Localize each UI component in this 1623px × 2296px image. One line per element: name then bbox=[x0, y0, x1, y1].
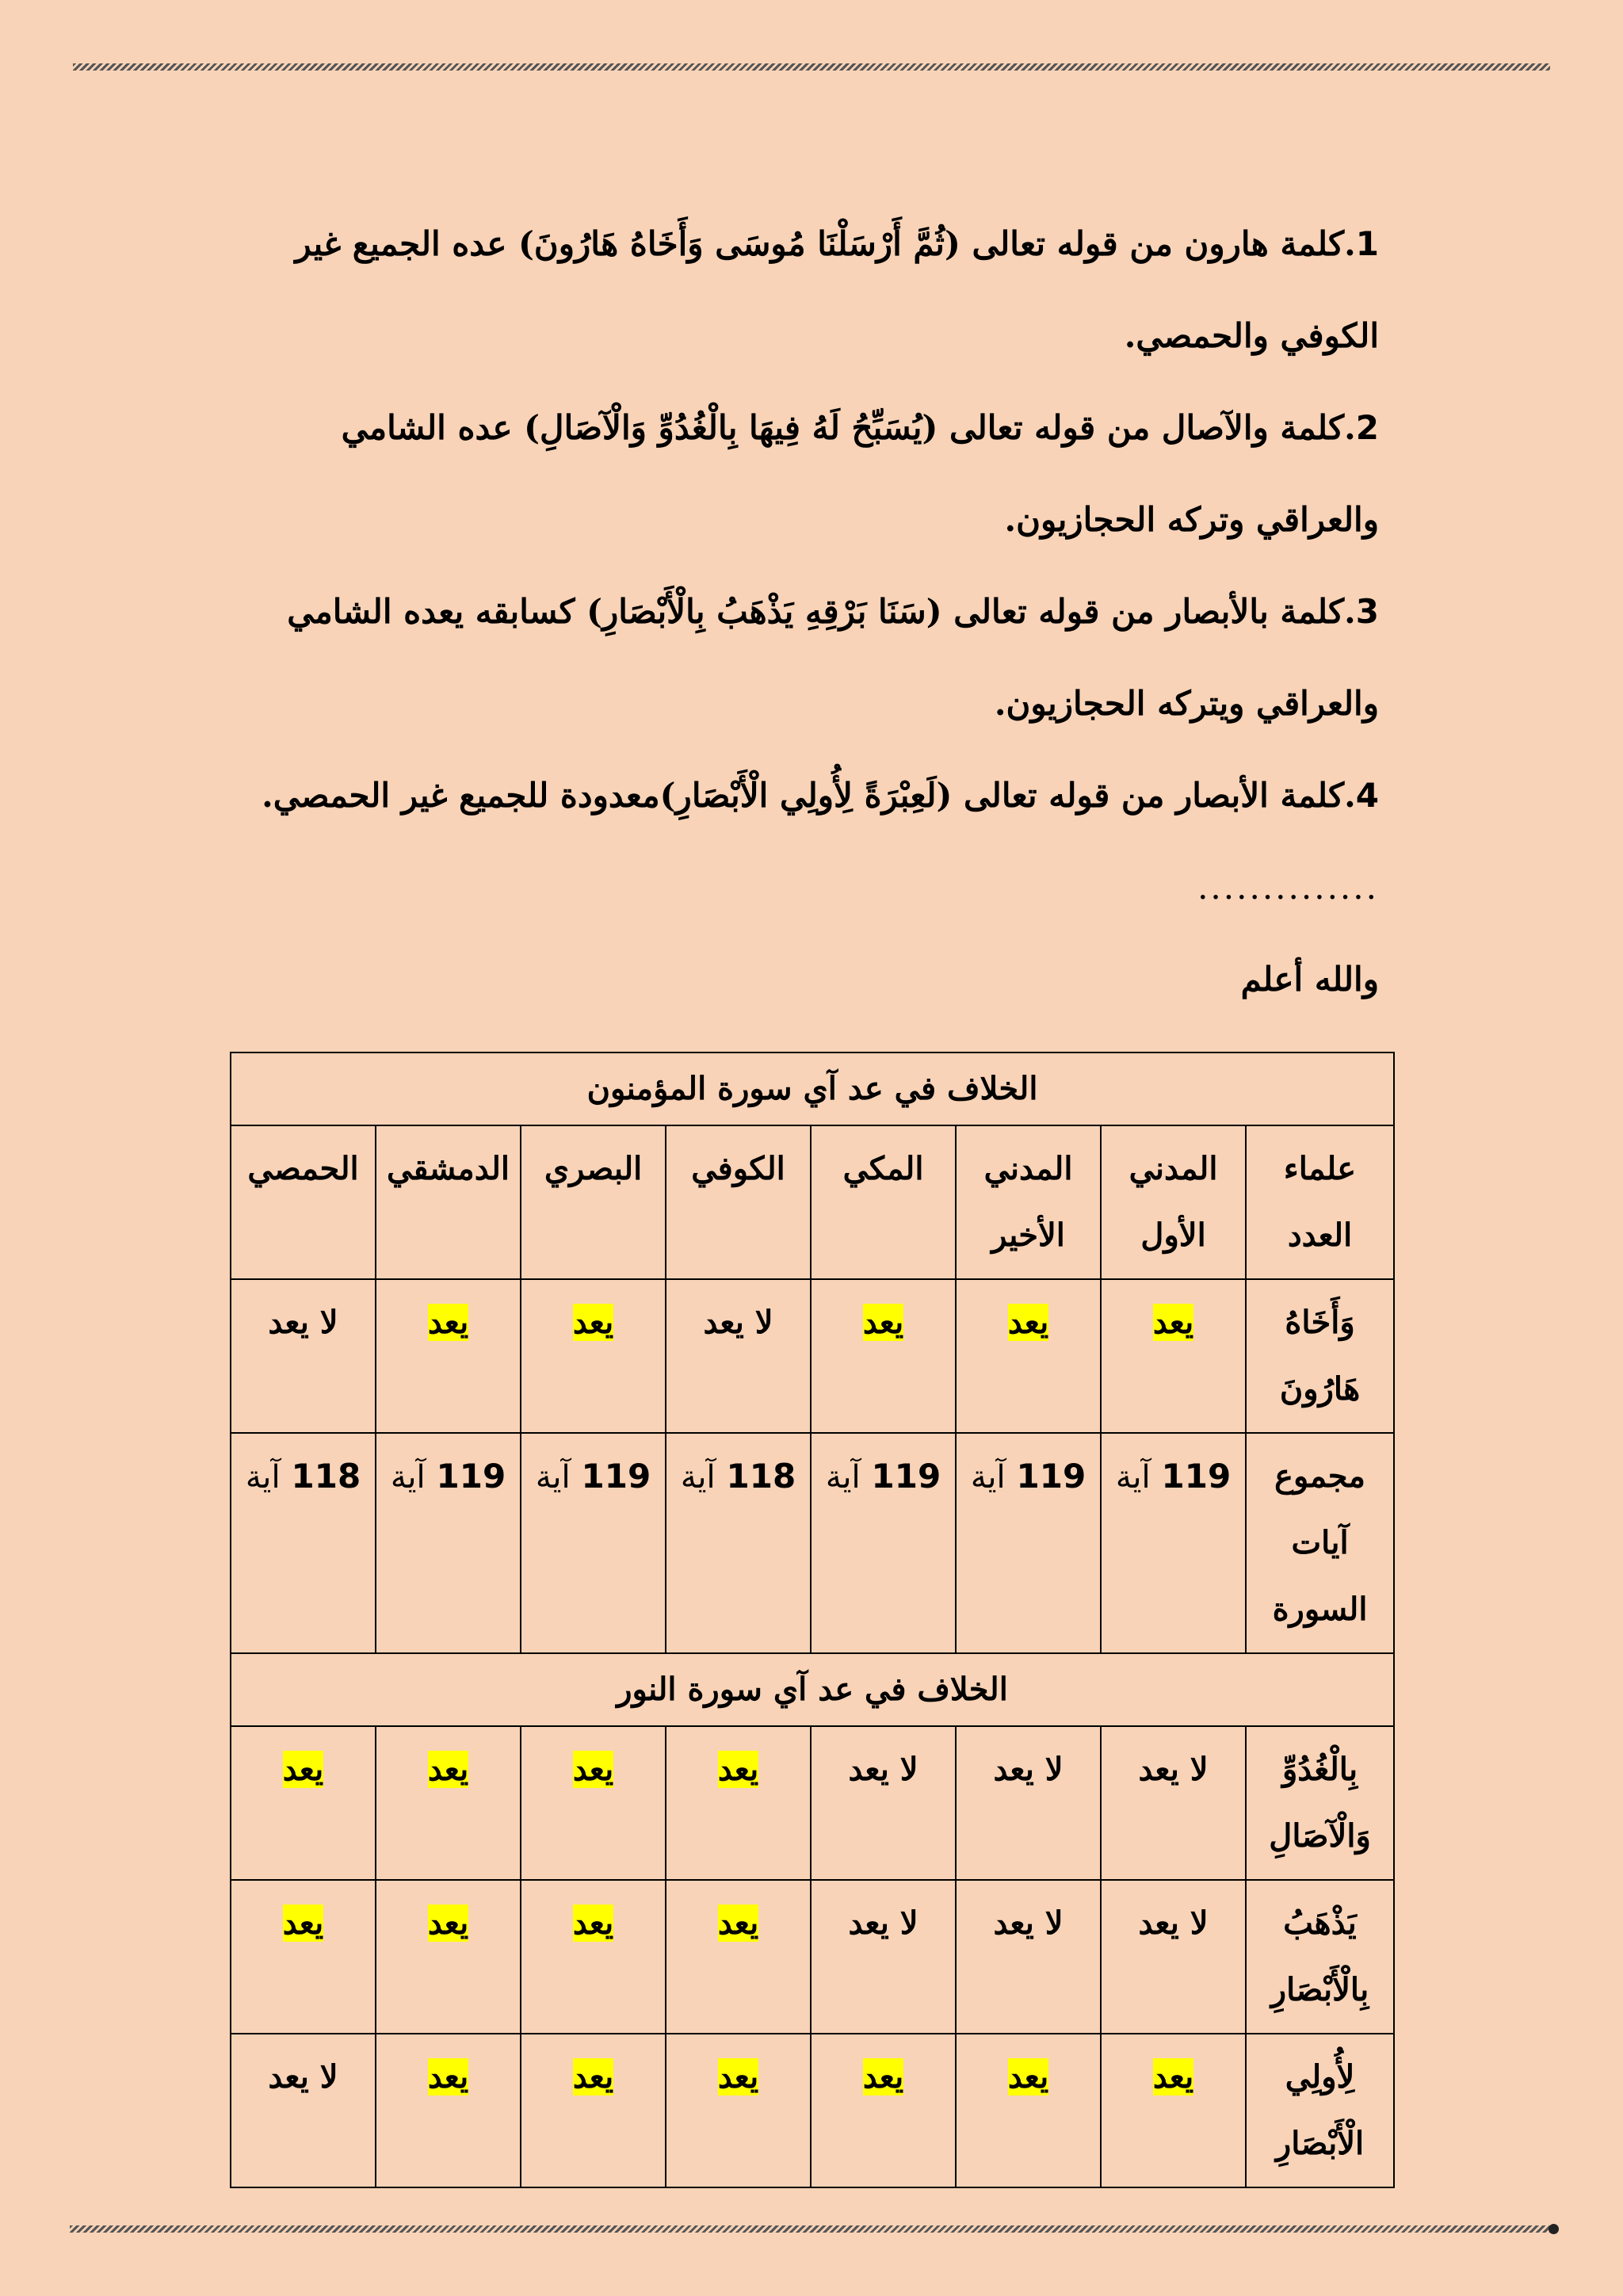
counted-cell bbox=[231, 1880, 376, 2034]
total-number: 119 bbox=[1016, 1457, 1086, 1496]
not-counted-cell bbox=[811, 1880, 956, 2034]
paragraph-1 bbox=[238, 198, 1379, 382]
header-cell: المكي bbox=[811, 1125, 956, 1279]
counted-status: يعد bbox=[1152, 1304, 1194, 1341]
header-cell: البصري bbox=[521, 1125, 666, 1279]
document-body bbox=[238, 198, 1379, 1026]
table-title-row bbox=[231, 1052, 1394, 1125]
row-label-cell: بِالْغُدُوِّ وَالْآصَالِ bbox=[1246, 1726, 1394, 1880]
total-unit: آية bbox=[245, 1459, 281, 1496]
ellipsis-dots: .............. bbox=[1197, 868, 1379, 907]
not-counted-cell bbox=[1101, 1726, 1246, 1880]
total-number: 119 bbox=[436, 1457, 506, 1496]
paragraph-3 bbox=[238, 566, 1379, 750]
total-unit: آية bbox=[390, 1459, 426, 1496]
counted-cell bbox=[666, 2034, 811, 2187]
total-unit: آية bbox=[680, 1459, 716, 1496]
table-row bbox=[231, 1279, 1394, 1433]
table-row bbox=[231, 2034, 1394, 2187]
header-cell: المدني الأول bbox=[1101, 1125, 1246, 1279]
counted-cell bbox=[231, 1726, 376, 1880]
not-counted-cell bbox=[1101, 1880, 1246, 2034]
not-counted-status: لا يعد bbox=[993, 1751, 1064, 1788]
counted-cell bbox=[376, 2034, 521, 2187]
paragraph-text: .كلمة بالأبصار من قوله تعالى (سَنَا بَرْقِهِ يَذْهَبُ بِالْأَبْصَارِ) كسابقه يعده الشامي والعراقي ويتركه الحجازيون. bbox=[287, 592, 1379, 723]
table-body bbox=[231, 1052, 1394, 2187]
counted-status: يعد bbox=[427, 1904, 469, 1942]
counted-cell bbox=[811, 2034, 956, 2187]
counted-status: يعد bbox=[572, 1304, 614, 1341]
totals-label-cell: مجموع آيات السورة bbox=[1246, 1433, 1394, 1653]
counted-status: يعد bbox=[1007, 1304, 1049, 1341]
counted-status: يعد bbox=[862, 1304, 904, 1341]
counted-cell bbox=[521, 1279, 666, 1433]
not-counted-status: لا يعد bbox=[848, 1751, 918, 1788]
not-counted-status: لا يعد bbox=[1138, 1751, 1209, 1788]
header-cell: المدني الأخير bbox=[956, 1125, 1101, 1279]
counted-status: يعد bbox=[427, 1751, 469, 1788]
counted-cell bbox=[666, 1726, 811, 1880]
table-header-row bbox=[231, 1125, 1394, 1279]
total-cell bbox=[231, 1433, 376, 1653]
table-row bbox=[231, 1880, 1394, 2034]
counted-status: يعد bbox=[427, 2058, 469, 2095]
header-cell: الكوفي bbox=[666, 1125, 811, 1279]
counted-cell bbox=[521, 2034, 666, 2187]
counted-status: يعد bbox=[717, 2058, 759, 2095]
totals-row bbox=[231, 1433, 1394, 1653]
total-cell bbox=[1101, 1433, 1246, 1653]
header-cell: الحمصي bbox=[231, 1125, 376, 1279]
total-unit: آية bbox=[970, 1459, 1006, 1496]
total-cell bbox=[521, 1433, 666, 1653]
not-counted-status: لا يعد bbox=[268, 1304, 338, 1341]
counted-cell bbox=[1101, 1279, 1246, 1433]
not-counted-status: لا يعد bbox=[993, 1904, 1064, 1942]
item-number: 3 bbox=[1355, 592, 1379, 631]
total-cell bbox=[376, 1433, 521, 1653]
not-counted-status: لا يعد bbox=[268, 2058, 338, 2095]
not-counted-status: لا يعد bbox=[848, 1904, 918, 1942]
counted-cell bbox=[1101, 2034, 1246, 2187]
item-number: 4 bbox=[1355, 776, 1379, 815]
counted-cell bbox=[521, 1726, 666, 1880]
total-number: 119 bbox=[1161, 1457, 1232, 1496]
counted-status: يعد bbox=[282, 1904, 324, 1942]
counted-cell bbox=[666, 1880, 811, 2034]
closing-phrase: والله أعلم bbox=[1240, 960, 1379, 999]
counted-cell bbox=[376, 1726, 521, 1880]
row-label-cell: يَذْهَبُ بِالْأَبْصَارِ bbox=[1246, 1880, 1394, 2034]
total-number: 119 bbox=[581, 1457, 651, 1496]
bottom-border-dot bbox=[1549, 2224, 1559, 2234]
header-cell: علماء العدد bbox=[1246, 1125, 1394, 1279]
item-number: 1 bbox=[1355, 224, 1379, 263]
total-number: 119 bbox=[871, 1457, 941, 1496]
total-cell bbox=[956, 1433, 1101, 1653]
total-unit: آية bbox=[535, 1459, 571, 1496]
counted-cell bbox=[956, 2034, 1101, 2187]
counted-cell bbox=[521, 1880, 666, 2034]
counted-cell bbox=[956, 1279, 1101, 1433]
not-counted-cell bbox=[231, 2034, 376, 2187]
item-number: 2 bbox=[1355, 408, 1379, 447]
not-counted-status: لا يعد bbox=[1138, 1904, 1209, 1942]
counted-status: يعد bbox=[572, 2058, 614, 2095]
counted-cell bbox=[376, 1880, 521, 2034]
counted-status: يعد bbox=[717, 1904, 759, 1942]
paragraph-2 bbox=[238, 382, 1379, 566]
table-title-row bbox=[231, 1653, 1394, 1726]
not-counted-cell bbox=[666, 1279, 811, 1433]
total-number: 118 bbox=[726, 1457, 796, 1496]
counted-cell bbox=[811, 1279, 956, 1433]
table-title-nur: الخلاف في عد آي سورة النور bbox=[231, 1653, 1394, 1726]
total-unit: آية bbox=[1115, 1459, 1151, 1496]
total-unit: آية bbox=[825, 1459, 861, 1496]
bottom-border bbox=[70, 2225, 1555, 2233]
counted-cell bbox=[376, 1279, 521, 1433]
paragraph-text: .كلمة والآصال من قوله تعالى (يُسَبِّحُ لَهُ فِيهَا بِالْغُدُوِّ وَالْآصَالِ) عده الشامي والعراقي وتركه الحجازيون. bbox=[341, 408, 1379, 539]
not-counted-cell bbox=[811, 1726, 956, 1880]
paragraph-text: .كلمة الأبصار من قوله تعالى (لَعِبْرَةً لِأُولِي الْأَبْصَارِ)معدودة للجميع غير الحمصي. bbox=[262, 776, 1356, 815]
not-counted-cell bbox=[231, 1279, 376, 1433]
total-cell bbox=[666, 1433, 811, 1653]
row-label-cell: لِأُولِي الْأَبْصَارِ bbox=[1246, 2034, 1394, 2187]
not-counted-status: لا يعد bbox=[703, 1304, 773, 1341]
not-counted-cell bbox=[956, 1726, 1101, 1880]
counted-status: يعد bbox=[572, 1904, 614, 1942]
counted-status: يعد bbox=[717, 1751, 759, 1788]
total-cell bbox=[811, 1433, 956, 1653]
not-counted-cell bbox=[956, 1880, 1101, 2034]
counted-status: يعد bbox=[1007, 2058, 1049, 2095]
verse-count-table bbox=[230, 1052, 1395, 2188]
table-title-muminun: الخلاف في عد آي سورة المؤمنون bbox=[231, 1052, 1394, 1125]
row-label-cell: وَأَخَاهُ هَارُونَ bbox=[1246, 1279, 1394, 1433]
counted-status: يعد bbox=[427, 1304, 469, 1341]
counted-status: يعد bbox=[862, 2058, 904, 2095]
counted-status: يعد bbox=[282, 1751, 324, 1788]
header-cell: الدمشقي bbox=[376, 1125, 521, 1279]
counted-status: يعد bbox=[1152, 2058, 1194, 2095]
top-border bbox=[73, 63, 1550, 71]
table-row bbox=[231, 1726, 1394, 1880]
paragraph-text: .كلمة هارون من قوله تعالى (ثُمَّ أَرْسَلْنَا مُوسَى وَأَخَاهُ هَارُونَ) عده الجميع غير الكوفي والحمصي. bbox=[295, 224, 1379, 355]
counted-status: يعد bbox=[572, 1751, 614, 1788]
paragraph-4 bbox=[238, 750, 1379, 842]
total-number: 118 bbox=[291, 1457, 361, 1496]
